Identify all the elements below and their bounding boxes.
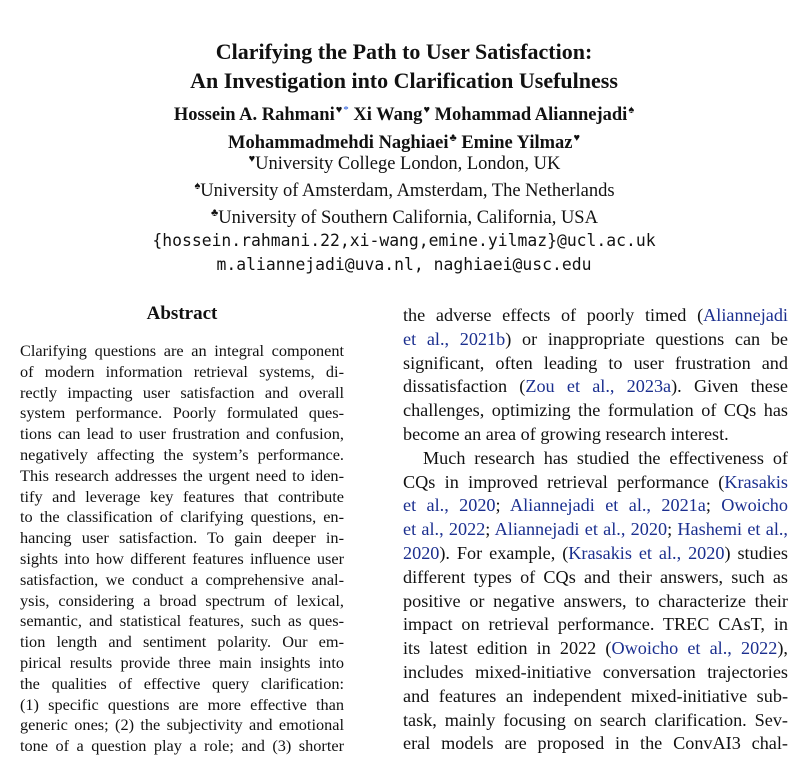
text-run: ;	[705, 495, 722, 516]
body-line	[403, 637, 788, 661]
text-run: the adverse effects of poorly timed (	[403, 305, 704, 325]
abstract-line: Clarifying questions are an integral component	[20, 341, 344, 360]
body-line: and features an independent mixed-initiative sub-	[403, 685, 788, 706]
abstract-line: generic ones; (2) the subjectivity and emotional	[20, 715, 344, 735]
text-run: ),	[777, 638, 788, 659]
email-line-2: m.aliannejadi@uva.nl, naghiaei@usc.edu	[216, 255, 592, 274]
abstract-line: tions can lead to user frustration and confusion,	[20, 424, 344, 444]
spade-mark: ♠	[628, 104, 635, 116]
affiliation-text: University College London, London, UK	[255, 154, 561, 174]
abstract-body	[20, 341, 344, 757]
citation-link[interactable]: Owoicho et al., 2022	[611, 638, 778, 659]
club-mark: ♣	[449, 132, 457, 144]
citation-link[interactable]: Zou et al., 2023a	[525, 376, 672, 397]
body-line: eral models are proposed in the ConvAI3 chal-	[403, 733, 788, 754]
text-run: ;	[495, 495, 510, 516]
author-line-1	[0, 102, 808, 130]
text-run: CQs in improved retrieval performance (	[403, 471, 725, 492]
abstract-line: to the classification of clarifying questions, en-	[20, 507, 344, 527]
citation-link[interactable]: Aliannejadi et al., 2020	[494, 519, 668, 540]
heart-mark: ♥	[573, 132, 580, 144]
author-emails	[0, 229, 808, 277]
body-line: task, mainly focusing on search clarification. Sev-	[403, 709, 788, 730]
author-name: Hossein A. Rahmani	[173, 105, 335, 125]
citation-link[interactable]: et al., 2022	[403, 519, 486, 540]
body-line: significant, often leading to user frustration and	[403, 352, 788, 373]
abstract-line: hancing user satisfaction. To gain deeper in-	[20, 528, 344, 548]
body-line: become an area of growing research interest.	[403, 423, 729, 444]
heart-mark: ♥	[423, 104, 430, 116]
affiliations	[0, 152, 808, 233]
citation-link[interactable]: Krasakis et al., 2020	[568, 542, 725, 563]
body-line: includes mixed-initiative conversation trajectories	[403, 661, 788, 682]
text-run: dissatisfaction (	[403, 376, 526, 397]
author-list	[0, 102, 808, 158]
abstract-line: of modern information retrieval systems, di-	[20, 361, 344, 381]
author-name: Mohammad Aliannejadi	[434, 105, 628, 125]
body-line: challenges, optimizing the formulation of CQs has	[403, 400, 788, 421]
body-line: Much research has studied the effectiveness of	[423, 447, 788, 468]
abstract-line: This research addresses the urgent need to iden-	[20, 465, 344, 485]
club-mark: ♣	[211, 207, 219, 219]
email-line-1: {hossein.rahmani.22,xi-wang,emine.yilmaz}@ucl.ac.uk	[152, 231, 656, 250]
text-run: ) or inappropriate questions can be	[505, 328, 788, 349]
citation-link[interactable]: Hashemi et al.,	[677, 519, 788, 540]
abstract-line: semantic, and statistical features, such as ques-	[20, 611, 344, 631]
affiliation-ucl	[0, 152, 808, 179]
abstract-line: system performance. Poorly formulated ques-	[20, 403, 344, 423]
text-run: ;	[485, 519, 495, 540]
abstract-line: rectly impacting user satisfaction and overall	[20, 382, 344, 402]
body-line	[403, 328, 788, 352]
spade-mark: ♠	[194, 180, 201, 192]
affiliation-text: University of Amsterdam, Amsterdam, The Netherlands	[200, 181, 615, 201]
citation-link[interactable]: Aliannejadi et al., 2021a	[509, 495, 706, 516]
abstract-heading: Abstract	[146, 303, 218, 324]
author-name: Xi Wang	[353, 105, 423, 125]
body-line: positive or negative answers, to characterize their	[403, 590, 788, 611]
body-line	[403, 542, 788, 566]
citation-link[interactable]: Aliannejadi	[703, 305, 788, 325]
paper-title	[0, 37, 808, 95]
abstract-line: satisfaction, we conduct a comprehensive anal-	[20, 569, 344, 589]
text-run: ). For example, (	[439, 542, 569, 563]
abstract-line: sights into how different features influence user	[20, 548, 344, 568]
body-line: different types of CQs and their answers, such as	[403, 566, 788, 587]
footnote-star-link[interactable]: *	[343, 104, 349, 116]
heart-mark: ♥	[335, 104, 343, 116]
text-run: its latest edition in 2022 (	[403, 638, 612, 659]
heart-mark: ♥	[248, 153, 256, 165]
title-line-1: Clarifying the Path to User Satisfaction:	[215, 39, 593, 64]
abstract-line: ysis, considering a broad spectrum of lexical,	[20, 590, 344, 610]
body-line	[403, 375, 788, 399]
citation-link[interactable]: Krasakis	[724, 471, 788, 492]
body-line	[403, 304, 788, 328]
body-line	[403, 471, 788, 495]
body-line: impact on retrieval performance. TREC CAsT, in	[403, 614, 788, 635]
abstract-line: negatively affecting the system’s performance.	[20, 444, 344, 464]
body-text-column	[403, 304, 788, 756]
abstract-line: the qualities of effective query clarification:	[20, 673, 344, 693]
text-run: ;	[667, 519, 678, 540]
abstract-line: tion length and sentiment polarity. Our em-	[20, 632, 344, 652]
author-name: Mohammadmehdi Naghiaei	[228, 133, 449, 153]
citation-link[interactable]: 2020	[403, 542, 440, 563]
body-line	[403, 494, 788, 518]
affiliation-text: University of Southern California, California, USA	[218, 208, 598, 228]
citation-link[interactable]: Owoicho	[721, 495, 788, 516]
body-line	[403, 518, 788, 542]
text-run: ). Given these	[671, 376, 788, 397]
abstract-line: tone of a question play a role; and (3) shorter	[20, 736, 344, 756]
abstract-line: (1) specific questions are more effective than	[20, 694, 344, 714]
title-line-2: An Investigation into Clarification Usefulness	[190, 68, 618, 93]
text-run: ) studies	[724, 542, 788, 563]
author-name: Emine Yilmaz	[461, 133, 573, 153]
abstract-line: tify and leverage key features that contribute	[20, 486, 344, 506]
citation-link[interactable]: et al., 2020	[403, 495, 496, 516]
affiliation-uva	[0, 179, 808, 206]
citation-link[interactable]: et al., 2021b	[403, 328, 506, 349]
abstract-line: pirical results provide three main insights into	[20, 652, 344, 672]
